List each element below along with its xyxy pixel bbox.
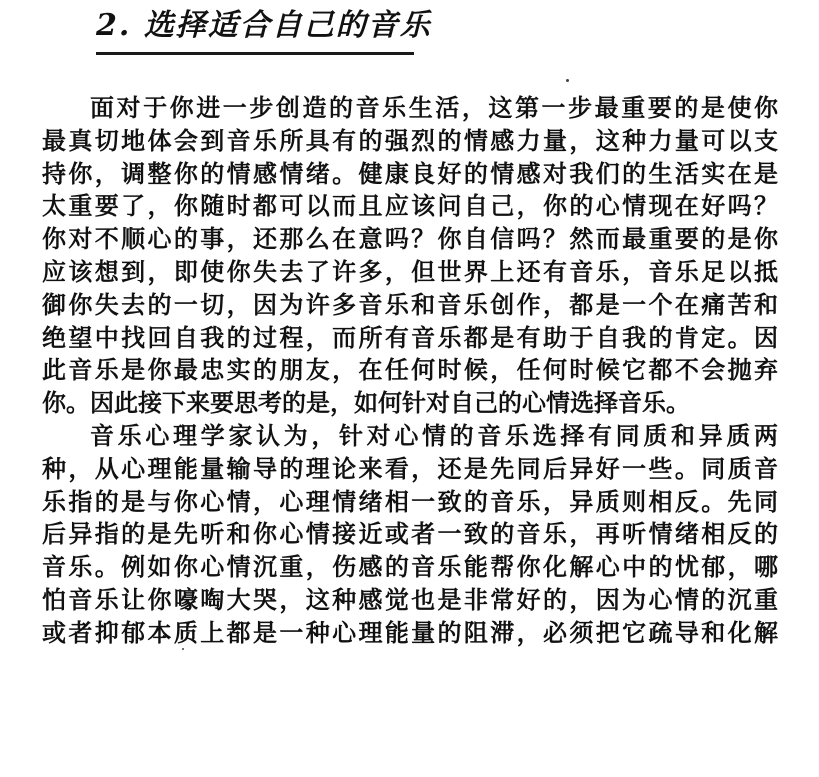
body-text <box>42 92 778 650</box>
paragraph-2-line-4: 后异指的是先听和你心情接近或者一致的音乐，再听情绪相反的 <box>42 519 778 549</box>
scan-speck <box>566 79 569 82</box>
paragraph-1-line-6: 应该想到，即使你失去了许多，但世界上还有音乐，音乐足以抵 <box>42 256 778 286</box>
paragraph-1-line-9: 此音乐是你最忠实的朋友，在任何时候，任何时候它都不会抛弃 <box>42 355 778 385</box>
heading-underline <box>96 52 414 55</box>
paragraph-1-line-10: 你。因此接下来要思考的是，如何针对自己的心情选择音乐。 <box>42 388 690 418</box>
paragraph-1-line-3: 持你，调整你的情感情绪。健康良好的情感对我们的生活实在是 <box>42 158 778 188</box>
paragraph-1-line-8: 绝望中找回自我的过程，而所有音乐都是有助于自我的肯定。因 <box>42 322 778 352</box>
paragraph-2-line-5: 音乐。例如你心情沉重，伤感的音乐能帮你化解心中的忧郁，哪 <box>42 552 778 582</box>
paragraph-2-line-1: 音乐心理学家认为，针对心情的音乐选择有同质和异质两 <box>90 420 778 450</box>
paragraph-1-line-7: 御你失去的一切，因为许多音乐和音乐创作，都是一个在痛苦和 <box>42 289 778 319</box>
paragraph-2-line-6: 怕音乐让你嚎啕大哭，这种感觉也是非常好的，因为心情的沉重 <box>42 584 778 614</box>
paragraph-1-line-2: 最真切地体会到音乐所具有的强烈的情感力量，这种力量可以支 <box>42 125 778 155</box>
paragraph-2-line-3: 乐指的是与你心情，心理情绪相一致的音乐，异质则相反。先同 <box>42 486 778 516</box>
paragraph-1-line-4: 太重要了，你随时都可以而且应该问自己，你的心情现在好吗？ <box>42 191 778 221</box>
paragraph-1-line-5: 你对不顺心的事，还那么在意吗？你自信吗？然而最重要的是你 <box>42 224 778 254</box>
paragraph-2-line-7: 或者抑郁本质上都是一种心理能量的阻滞，必须把它疏导和化解 <box>42 617 778 647</box>
paragraph-2-line-2: 种，从心理能量输导的理论来看，还是先同后异好一些。同质音 <box>42 453 778 483</box>
section-heading: 2. 选择适合自己的音乐 <box>96 8 432 43</box>
scan-speck <box>182 648 184 650</box>
paragraph-1-line-1: 面对于你进一步创造的音乐生活，这第一步最重要的是使你 <box>90 93 778 122</box>
